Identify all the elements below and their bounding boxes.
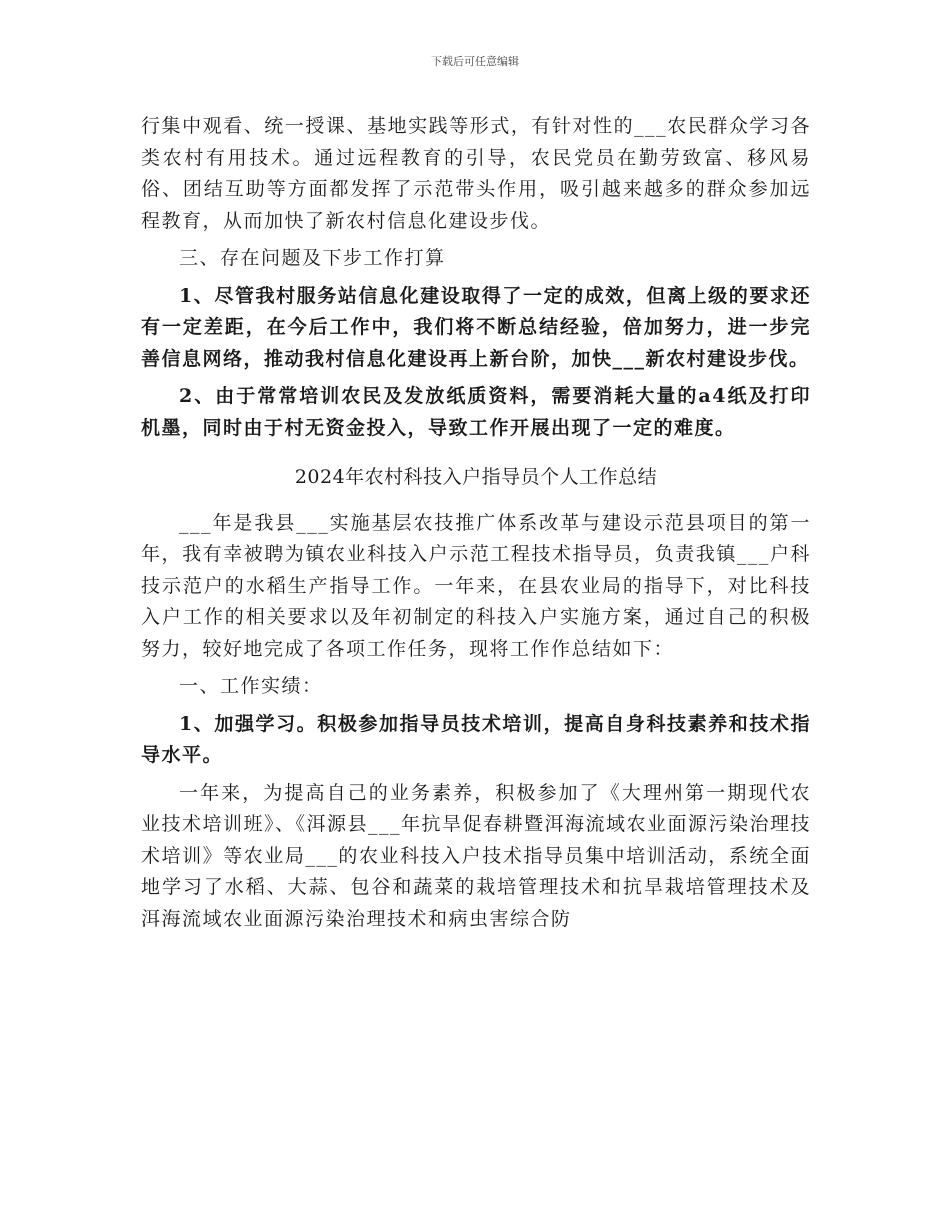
page-header-note: 下载后可任意编辑: [431, 55, 519, 68]
document-body: [141, 111, 811, 935]
section-heading-3: 三、存在问题及下步工作打算: [179, 247, 446, 269]
intro-paragraph: ___年是我县___实施基层农技推广体系改革与建设示范县项目的第一年，我有幸被聘为镇农业科技入户示范工程技术指导员，负责我镇___户科技示范户的水稻生产指导工作。一年来，在县农业局的指导下，对比科技入户工作的相关要求以及年初制定的科技入户实施方案，通过自己的积极努力，较好地完成了各项工作任务，现将工作作总结如下：: [141, 511, 811, 660]
document-title: 2024年农村科技入户指导员个人工作总结: [294, 466, 658, 488]
problem-item-2: 2、由于常常培训农民及发放纸质资料，需要消耗大量的a4纸及打印机墨，同时由于村无资金投入，导致工作开展出现了一定的难度。: [141, 385, 811, 439]
problem-item-1: 1、尽管我村服务站信息化建设取得了一定的成效，但离上级的要求还有一定差距，在今后工作中，我们将不断总结经验，倍加努力，进一步完善信息网络，推动我村信息化建设再上新台阶，加快___新农村建设步伐。: [141, 284, 811, 370]
paragraph-continuation: 行集中观看、统一授课、基地实践等形式，有针对性的___农民群众学习各类农村有用技术。通过远程教育的引导，农民党员在勤劳致富、移风易俗、团结互助等方面都发挥了示范带头作用，吸引越来越多的群众参加远程教育，从而加快了新农村信息化建设步伐。: [141, 115, 811, 232]
study-paragraph: 一年来，为提高自己的业务素养，积极参加了《大理州第一期现代农业技术培训班》、《洱源县___年抗旱促春耕暨洱海流域农业面源污染治理技术培训》等农业局___的农业科技入户技术指导员集中培训活动，系统全面地学习了水稻、大蒜、包谷和蔬菜的栽培管理技术和抗旱栽培管理技术及洱海流域农业面源污染治理技术和病虫害综合防: [141, 781, 812, 930]
achievement-item-1: 1、加强学习。积极参加指导员技术培训，提高自身科技素养和技术指导水平。: [141, 712, 811, 766]
section-heading-1: 一、工作实绩：: [179, 675, 323, 697]
